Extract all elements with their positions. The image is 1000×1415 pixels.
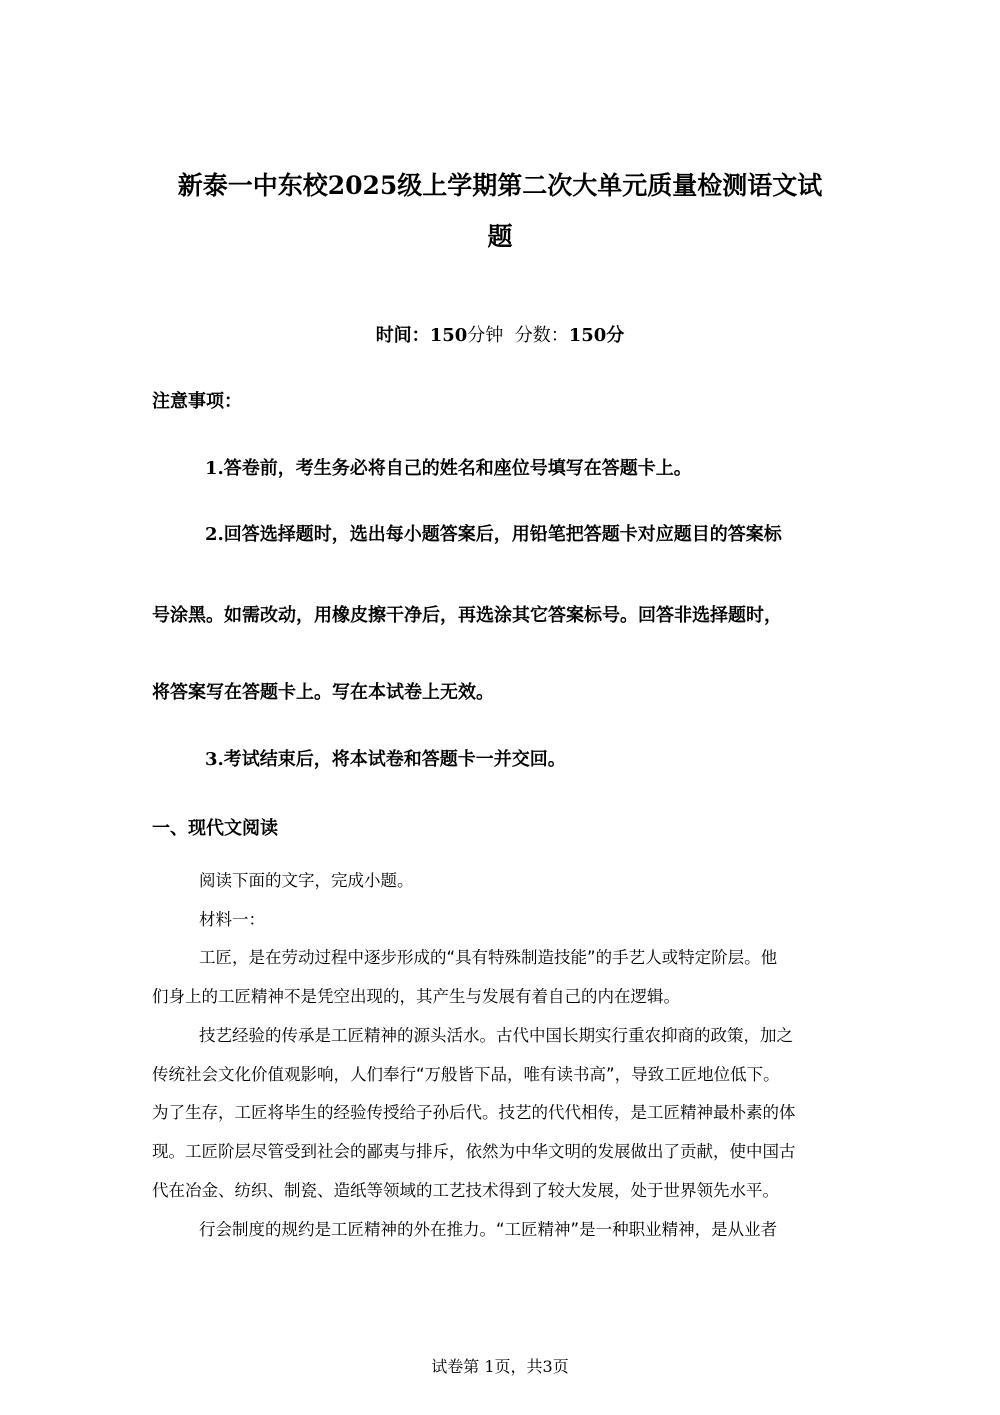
exam-meta — [140, 324, 860, 348]
paragraph-line: 技艺经验的传承是工匠精神的源头活水。古代中国长期实行重农抑商的政策，加之 — [199, 1026, 793, 1045]
time-unit: 分钟 — [467, 325, 504, 346]
reading-instruction: 阅读下面的文字，完成小题。 — [199, 871, 414, 890]
notice-item-2-cont-2: 将答案写在答题卡上。写在本试卷上无效。 — [152, 682, 494, 703]
notice-item-1: 1.答卷前，考生务必将自己的姓名和座位号填写在答题卡上。 — [205, 458, 692, 479]
paragraph-line: 为了生存，工匠将毕生的经验传授给子孙后代。技艺的代代相传，是工匠精神最朴素的体 — [152, 1103, 796, 1122]
paragraph-line: 行会制度的规约是工匠精神的外在推力。“工匠精神”是一种职业精神，是从业者 — [199, 1220, 778, 1239]
notice-item-2: 2.回答选择题时，选出每小题答案后，用铅笔把答题卡对应题目的答案标 — [205, 524, 782, 545]
section-heading: 一、现代文阅读 — [152, 818, 278, 839]
notice-item-2-cont-1: 号涂黑。如需改动，用橡皮擦干净后，再选涂其它答案标号。回答非选择题时， — [152, 605, 782, 626]
notice-heading: 注意事项： — [152, 391, 242, 412]
score-value: 150 — [568, 325, 607, 346]
material-label: 材料一： — [199, 910, 265, 929]
time-label: 时间： — [375, 325, 430, 346]
score-label: 分数： — [514, 325, 569, 346]
exam-title-line-1: 新泰一中东校2025级上学期第二次大单元质量检测语文试 — [177, 171, 823, 200]
notice-item-3: 3.考试结束后，将本试卷和答题卡一并交回。 — [205, 749, 566, 770]
exam-title-line-2: 题 — [487, 222, 513, 251]
paragraph-line: 代在冶金、纺织、制瓷、造纸等领域的工艺技术得到了较大发展，处于世界领先水平。 — [152, 1181, 779, 1200]
paragraph-line: 们身上的工匠精神不是凭空出现的，其产生与发展有着自己的内在逻辑。 — [152, 987, 680, 1006]
paragraph-line: 现。工匠阶层尽管受到社会的鄙夷与排斥，依然为中华文明的发展做出了贡献，使中国古 — [152, 1142, 796, 1161]
score-unit: 分 — [606, 325, 625, 346]
paragraph-line: 传统社会文化价值观影响，人们奉行“万般皆下品，唯有读书高”，导致工匠地位低下。 — [152, 1065, 780, 1084]
paragraph-line: 工匠，是在劳动过程中逐步形成的“具有特殊制造技能”的手艺人或特定阶层。他 — [199, 948, 778, 967]
time-value: 150 — [429, 325, 468, 346]
page-footer: 试卷第 1页，共3页 — [431, 1357, 569, 1376]
